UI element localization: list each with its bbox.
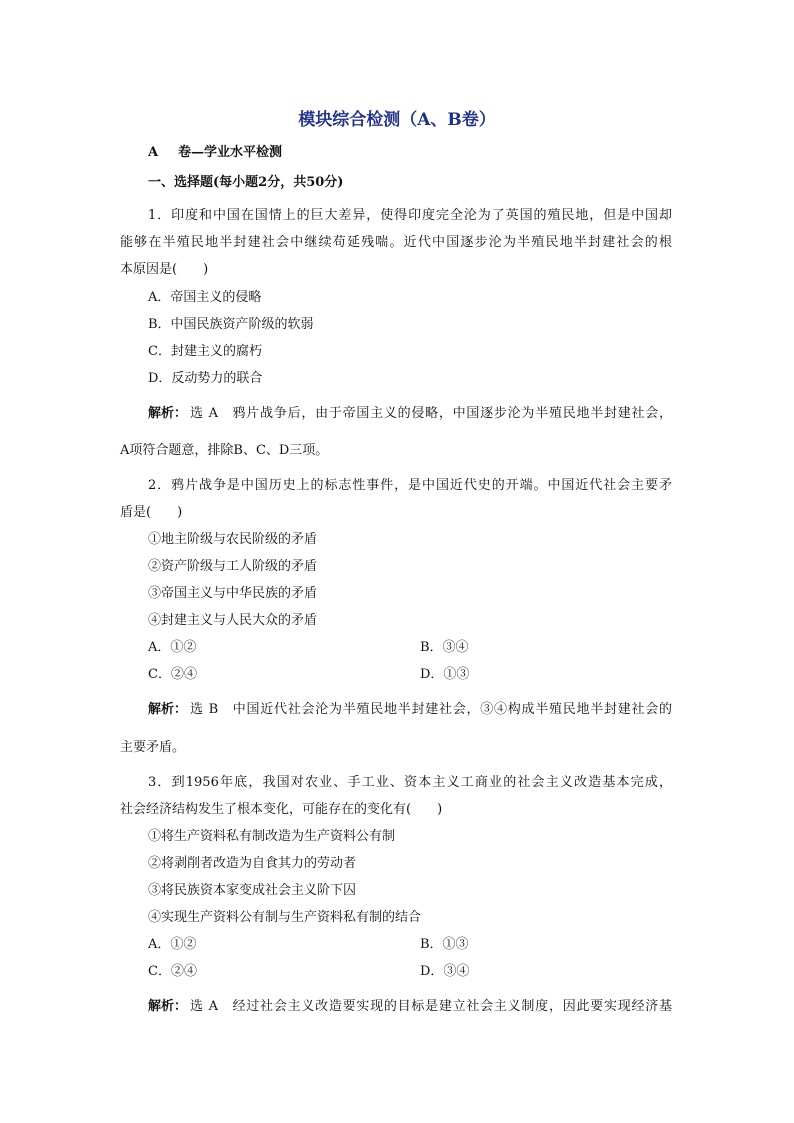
q1-option-b: B．中国民族资产阶级的软弱 [148, 317, 314, 332]
q3-option-d: D．③④ [420, 964, 470, 979]
q3-item-4: ④实现生产资料公有制与生产资料私有制的结合 [148, 910, 422, 925]
q2-item-2: ②资产阶级与工人阶级的矛盾 [148, 559, 318, 574]
q1-line-2: 能够在半殖民地半封建社会中继续苟延残喘。近代中国逐步沦为半殖民地半封建社会的根 [120, 235, 672, 250]
q2-option-c: C．②④ [148, 667, 197, 682]
q2-analysis-line-1: 选 B 中国近代社会沦为半殖民地半封建社会，③④构成半殖民地半封建社会的 [190, 702, 672, 717]
q2-line-1: 2．鸦片战争是中国历史上的标志性事件，是中国近代史的开端。中国近代社会主要矛 [148, 478, 672, 493]
q1-option-c: C．封建主义的腐朽 [148, 344, 262, 359]
q2-option-a: A．①② [148, 640, 197, 655]
q2-option-d: D．①③ [420, 667, 470, 682]
q3-item-3: ③将民族资本家变成社会主义阶下囚 [148, 883, 357, 898]
q3-line-2: 社会经济结构发生了根本变化，可能存在的变化有( ) [120, 802, 443, 817]
q3-item-2: ②将剥削者改造为自食其力的劳动者 [148, 856, 357, 871]
q2-analysis-label: 解析： [148, 702, 188, 717]
q3-item-1: ①将生产资料私有制改造为生产资料公有制 [148, 829, 396, 844]
q2-item-3: ③帝国主义与中华民族的矛盾 [148, 586, 318, 601]
q2-option-b: B．③④ [420, 640, 469, 655]
q3-line-1: 3．到1956年底，我国对农业、手工业、资本主义工商业的社会主义改造基本完成， [148, 775, 672, 790]
part-heading: 一、选择题(每小题2分，共50分) [148, 175, 344, 190]
q1-option-d: D．反动势力的联合 [148, 371, 263, 386]
q2-item-4: ④封建主义与人民大众的矛盾 [148, 613, 318, 628]
q1-analysis-line-1: 选 A 鸦片战争后，由于帝国主义的侵略，中国逐步沦为半殖民地半封建社会， [190, 406, 672, 421]
section-a-letter: A [148, 145, 159, 160]
q2-analysis-line-2: 主要矛盾。 [120, 740, 186, 755]
q1-analysis-label: 解析： [148, 406, 188, 421]
q3-option-a: A．①② [148, 937, 197, 952]
q3-analysis-label: 解析： [148, 999, 188, 1014]
q3-analysis-line-1: 选 A 经过社会主义改造要实现的目标是建立社会主义制度，因此要实现经济基 [190, 999, 672, 1014]
q1-line-3: 本原因是( ) [120, 262, 209, 277]
document-title: 模块综合检测（A、B卷） [298, 110, 496, 130]
section-a-label: 卷—学业水平检测 [178, 145, 283, 160]
q1-option-a: A．帝国主义的侵略 [148, 290, 262, 305]
q3-option-c: C．②④ [148, 964, 197, 979]
q2-line-2: 盾是( ) [120, 505, 183, 520]
q3-option-b: B．①③ [420, 937, 469, 952]
q2-item-1: ①地主阶级与农民阶级的矛盾 [148, 532, 318, 547]
q1-analysis-line-2: A项符合题意，排除B、C、D三项。 [120, 443, 329, 458]
q1-line-1: 1．印度和中国在国情上的巨大差异，使得印度完全沦为了英国的殖民地，但是中国却 [148, 208, 672, 223]
